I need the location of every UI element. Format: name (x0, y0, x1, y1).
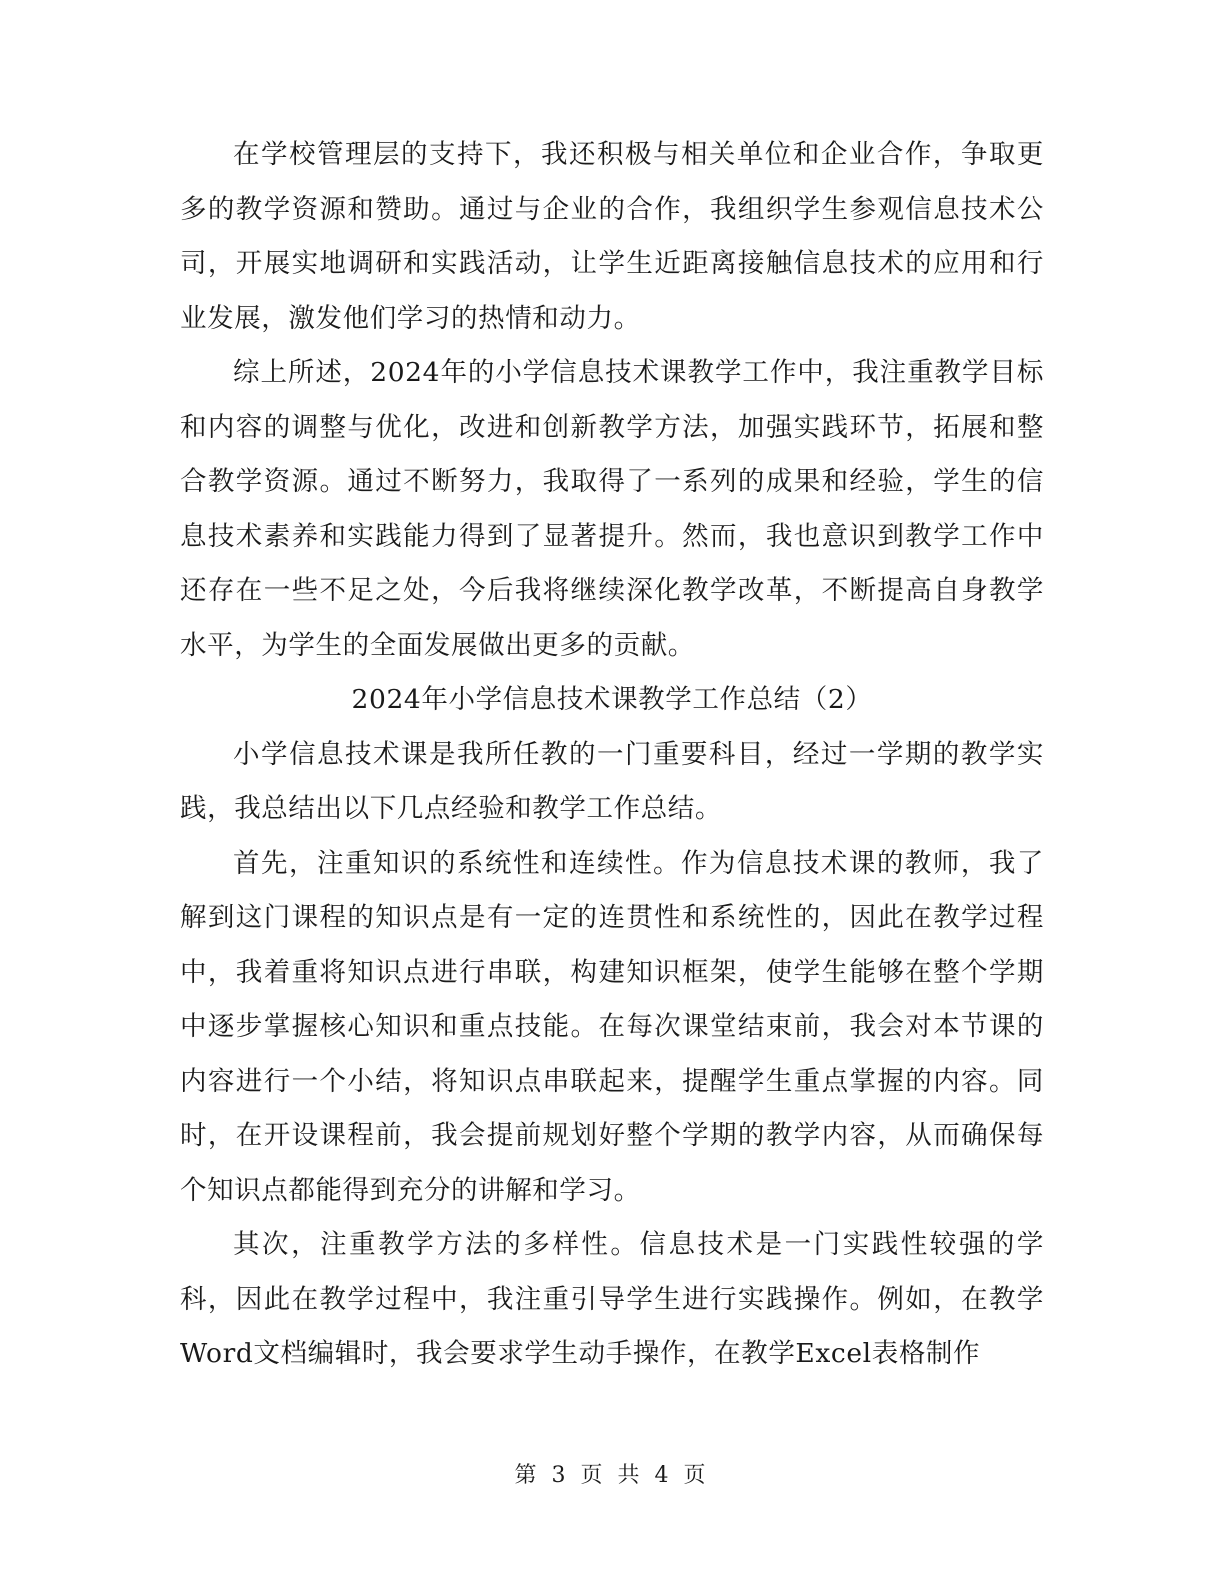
paragraph-first-point: 首先，注重知识的系统性和连续性。作为信息技术课的教师，我了解到这门课程的知识点是有一定的连贯性和系统性的，因此在教学过程中，我着重将知识点进行串联，构建知识框架，使学生能够在整个学期中逐步掌握核心知识和重点技能。在每次课堂结束前，我会对本节课的内容进行一个小结，将知识点串联起来，提醒学生重点掌握的内容。同时，在开设课程前，我会提前规划好整个学期的教学内容，从而确保每个知识点都能得到充分的讲解和学习。 (180, 847, 1044, 1206)
section-title: 2024年小学信息技术课教学工作总结（2） (351, 684, 873, 715)
paragraph-intro: 小学信息技术课是我所任教的一门重要科目，经过一学期的教学实践，我总结出以下几点经验和教学工作总结。 (180, 738, 1044, 824)
paragraph-cooperation: 在学校管理层的支持下，我还积极与相关单位和企业合作，争取更多的教学资源和赞助。通过与企业的合作，我组织学生参观信息技术公司，开展实地调研和实践活动，让学生近距离接触信息技术的应用和行业发展，激发他们学习的热情和动力。 (180, 139, 1044, 334)
document-body (180, 128, 1044, 1382)
paragraph-second-point: 其次，注重教学方法的多样性。信息技术是一门实践性较强的学科，因此在教学过程中，我注重引导学生进行实践操作。例如，在教学Word文档编辑时，我会要求学生动手操作，在教学Excel表格制作 (180, 1229, 1044, 1369)
paragraph-summary: 综上所述，2024年的小学信息技术课教学工作中，我注重教学目标和内容的调整与优化，改进和创新教学方法，加强实践环节，拓展和整合教学资源。通过不断努力，我取得了一系列的成果和经验，学生的信息技术素养和实践能力得到了显著提升。然而，我也意识到教学工作中还存在一些不足之处，今后我将继续深化教学改革，不断提高自身教学水平，为学生的全面发展做出更多的贡献。 (180, 357, 1044, 661)
page-number-footer: 第 3 页 共 4 页 (514, 1463, 710, 1488)
